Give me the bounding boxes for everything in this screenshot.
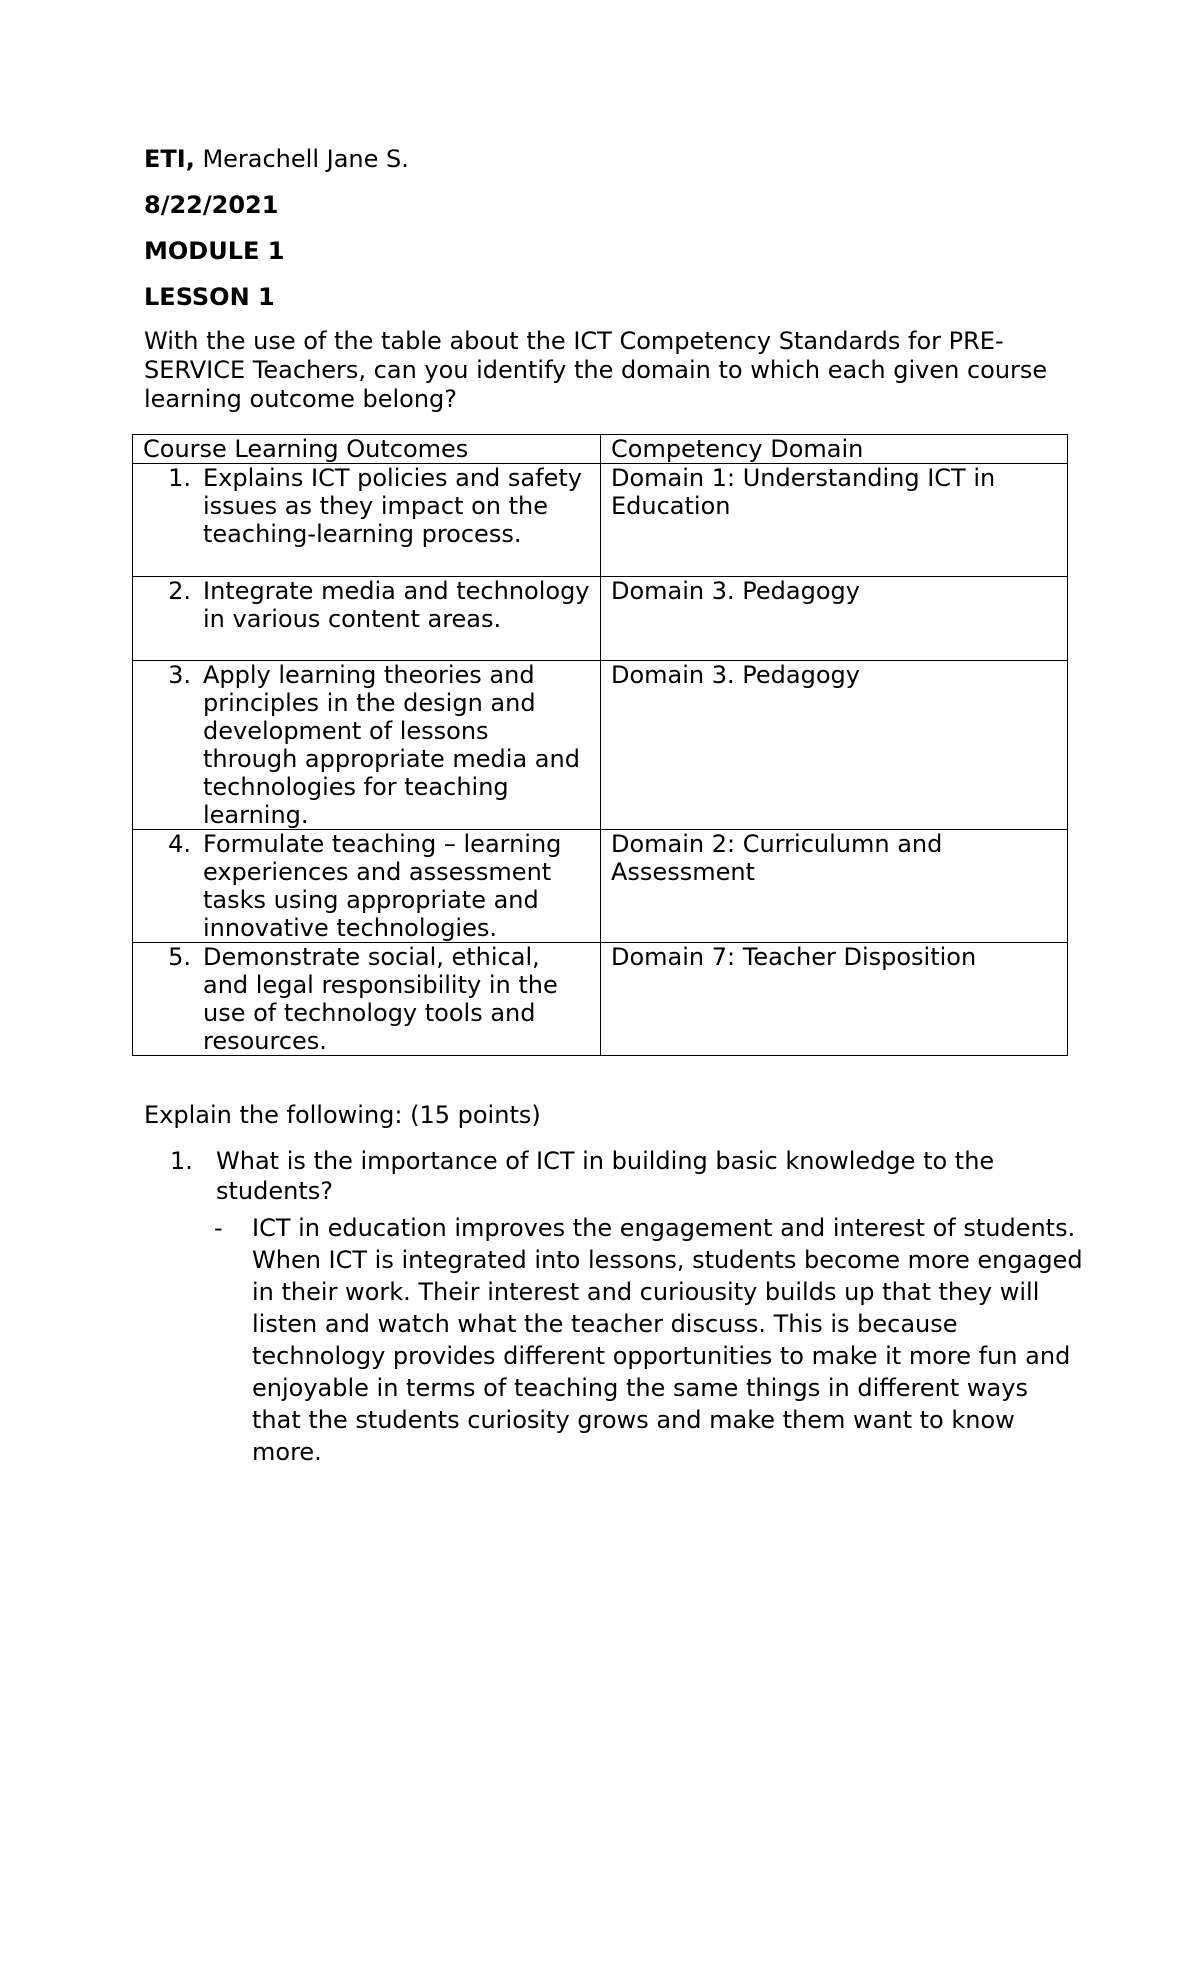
column-header-outcomes: Course Learning Outcomes [133,435,601,464]
table-row [133,943,1068,1056]
outcome-text: Formulate teaching – learning experiences and assessment tasks using appropriate and innovative technologies. [203,830,562,942]
student-surname: ETI, [144,145,195,173]
student-given-name: Merachell Jane S. [194,145,409,173]
outcome-number: 1. [168,464,191,492]
column-header-domain: Competency Domain [601,435,1068,464]
outcome-cell [133,830,601,943]
table-row [133,464,1068,577]
question-item [170,1146,1070,1206]
outcome-text: Explains ICT policies and safety issues as they impact on the teaching-learning process. [203,464,582,548]
competency-table [132,434,1068,1056]
outcome-number: 4. [168,830,191,858]
outcome-cell [133,943,601,1056]
lesson-heading: LESSON 1 [144,283,275,311]
student-name-line [144,144,409,174]
intro-paragraph: With the use of the table about the ICT Competency Standards for PRE-SERVICE Teachers, can you identify the domain to which each given course learning outcome belong? [144,327,1048,413]
answer-text: ICT in education improves the engagement and interest of students. When ICT is integrated into lessons, students become more engaged in their work. Their interest and curiousity builds up that they will listen and watch what the teacher discuss. This is because technology provides different opportunities to make it more fun and enjoyable in terms of teaching the same things in different ways that the students curiosity grows and make them want to know more. [252,1214,1083,1466]
outcome-text: Apply learning theories and principles in the design and development of lessons through appropriate media and technologies for teaching learning. [203,661,580,829]
domain-cell: Domain 7: Teacher Disposition [601,943,1068,1056]
outcome-cell [133,464,601,577]
answer-item [214,1212,1084,1468]
domain-cell: Domain 2: Curriculumn and Assessment [601,830,1068,943]
outcome-text: Integrate media and technology in various content areas. [203,577,590,633]
outcome-number: 3. [168,661,191,689]
outcome-text: Demonstrate social, ethical, and legal responsibility in the use of technology tools and resources. [203,943,558,1055]
date-line: 8/22/2021 [144,191,279,219]
module-heading: MODULE 1 [144,237,285,265]
answer-bullet: - [214,1214,223,1242]
outcome-cell [133,661,601,830]
question-number: 1. [170,1147,193,1175]
table-header-row [133,435,1068,464]
domain-cell: Domain 3. Pedagogy [601,577,1068,661]
domain-cell: Domain 1: Understanding ICT in Education [601,464,1068,577]
outcome-number: 5. [168,943,191,971]
table-row [133,577,1068,661]
outcome-number: 2. [168,577,191,605]
outcome-cell [133,577,601,661]
table-row [133,661,1068,830]
domain-cell: Domain 3. Pedagogy [601,661,1068,830]
explain-heading: Explain the following: (15 points) [144,1101,541,1129]
table-row [133,830,1068,943]
question-text: What is the importance of ICT in building basic knowledge to the students? [216,1147,995,1205]
